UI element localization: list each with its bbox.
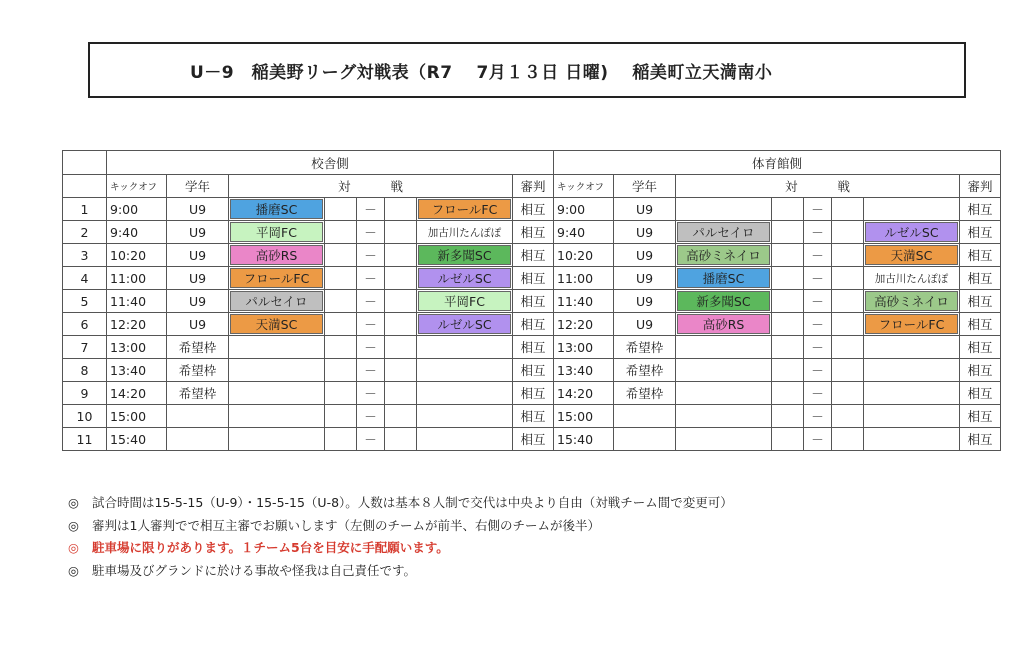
left-kickoff-time: 13:00	[107, 336, 167, 359]
left-blank-cell	[385, 244, 417, 267]
right-kickoff-time: 13:40	[554, 359, 614, 382]
right-home-team-cell	[676, 221, 772, 244]
right-grade: 希望枠	[614, 336, 676, 359]
right-grade: U9	[614, 244, 676, 267]
left-away-team: ルゼルSC	[418, 268, 511, 288]
right-home-team: 高砂ミネイロ	[677, 245, 770, 265]
right-referee: 相互	[960, 221, 1001, 244]
right-kickoff-time: 10:20	[554, 244, 614, 267]
left-vs-mark: －	[357, 405, 385, 428]
left-home-team-cell	[229, 359, 325, 382]
right-blank-cell	[832, 428, 864, 451]
left-blank-cell	[385, 359, 417, 382]
left-home-team-cell	[229, 198, 325, 221]
left-referee: 相互	[513, 359, 554, 382]
left-kickoff-time: 15:40	[107, 428, 167, 451]
left-grade: U9	[167, 313, 229, 336]
referee-header: 審判	[513, 175, 554, 198]
right-vs-mark: －	[804, 244, 832, 267]
left-blank-cell	[385, 267, 417, 290]
right-kickoff-time: 14:20	[554, 382, 614, 405]
left-grade	[167, 405, 229, 428]
match-header-b: 戦	[390, 179, 404, 194]
no-header-cell	[63, 175, 107, 198]
left-blank-cell	[325, 244, 357, 267]
table-row	[63, 198, 1001, 221]
right-kickoff-time: 9:00	[554, 198, 614, 221]
right-home-team-cell	[676, 244, 772, 267]
note-mark: ◎	[68, 495, 79, 510]
right-blank-cell	[772, 313, 804, 336]
left-vs-mark: －	[357, 267, 385, 290]
right-vs-mark: －	[804, 428, 832, 451]
right-referee: 相互	[960, 313, 1001, 336]
note-text: 試合時間は15-5-15（U-9）・15-5-15（U-8）。人数は基本８人制で交代は中央より自由（対戦チーム間で変更可）	[92, 495, 733, 510]
note-line	[68, 515, 733, 538]
table-row	[63, 313, 1001, 336]
left-grade: U9	[167, 198, 229, 221]
corner-cell	[63, 151, 107, 175]
left-home-team-cell	[229, 405, 325, 428]
left-side-header: 校舎側	[107, 151, 554, 175]
left-away-team: ルゼルSC	[418, 314, 511, 334]
left-away-team-cell	[417, 359, 513, 382]
left-home-team-cell	[229, 336, 325, 359]
right-kickoff-time: 11:00	[554, 267, 614, 290]
right-blank-cell	[832, 221, 864, 244]
row-number: 4	[63, 267, 107, 290]
left-away-team: 平岡FC	[418, 291, 511, 311]
referee-header: 審判	[960, 175, 1001, 198]
left-home-team-cell	[229, 290, 325, 313]
left-referee: 相互	[513, 267, 554, 290]
right-grade: 希望枠	[614, 359, 676, 382]
row-number: 9	[63, 382, 107, 405]
left-referee: 相互	[513, 336, 554, 359]
left-blank-cell	[325, 428, 357, 451]
left-home-team-cell	[229, 221, 325, 244]
left-referee: 相互	[513, 290, 554, 313]
right-blank-cell	[772, 405, 804, 428]
left-blank-cell	[325, 313, 357, 336]
left-blank-cell	[325, 221, 357, 244]
note-text: 駐車場及びグランドに於ける事故や怪我は自己責任です。	[92, 562, 417, 578]
left-home-team: 高砂RS	[230, 245, 323, 265]
right-vs-mark: －	[804, 336, 832, 359]
left-home-team: 播磨SC	[230, 199, 323, 219]
right-home-team-cell	[676, 428, 772, 451]
left-vs-mark: －	[357, 313, 385, 336]
left-blank-cell	[385, 221, 417, 244]
left-home-team: パルセイロ	[230, 291, 323, 311]
left-referee: 相互	[513, 382, 554, 405]
header-row-columns	[63, 175, 1001, 198]
row-number: 8	[63, 359, 107, 382]
right-home-team: 新多聞SC	[677, 291, 770, 311]
right-home-team-cell	[676, 290, 772, 313]
left-blank-cell	[385, 313, 417, 336]
right-home-team: 播磨SC	[677, 268, 770, 288]
row-number: 7	[63, 336, 107, 359]
left-blank-cell	[385, 382, 417, 405]
table-row	[63, 359, 1001, 382]
right-blank-cell	[832, 290, 864, 313]
right-blank-cell	[772, 336, 804, 359]
left-grade: 希望枠	[167, 359, 229, 382]
left-blank-cell	[385, 405, 417, 428]
right-vs-mark: －	[804, 221, 832, 244]
left-kickoff-time: 13:40	[107, 359, 167, 382]
right-away-team: フロールFC	[865, 314, 958, 334]
table-row	[63, 290, 1001, 313]
match-header-a: 対	[337, 179, 351, 194]
kickoff-header: キックオフ	[554, 175, 614, 198]
table-row	[63, 336, 1001, 359]
right-referee: 相互	[960, 382, 1001, 405]
left-grade: U9	[167, 290, 229, 313]
left-blank-cell	[325, 290, 357, 313]
row-number: 3	[63, 244, 107, 267]
left-vs-mark: －	[357, 221, 385, 244]
right-grade: U9	[614, 221, 676, 244]
left-kickoff-time: 9:40	[107, 221, 167, 244]
left-away-team-cell: 加古川たんぽぽ	[417, 221, 513, 244]
right-vs-mark: －	[804, 290, 832, 313]
left-home-team-cell	[229, 244, 325, 267]
left-vs-mark: －	[357, 336, 385, 359]
right-grade: U9	[614, 290, 676, 313]
right-vs-mark: －	[804, 359, 832, 382]
table-row	[63, 428, 1001, 451]
left-referee: 相互	[513, 244, 554, 267]
left-kickoff-time: 9:00	[107, 198, 167, 221]
left-kickoff-time: 12:20	[107, 313, 167, 336]
match-schedule-table	[62, 150, 1001, 451]
left-home-team-cell	[229, 313, 325, 336]
left-home-team: 天満SC	[230, 314, 323, 334]
right-blank-cell	[832, 267, 864, 290]
right-away-team-cell	[864, 198, 960, 221]
right-away-team-cell: 加古川たんぽぽ	[864, 267, 960, 290]
left-blank-cell	[325, 382, 357, 405]
right-home-team-cell	[676, 382, 772, 405]
right-away-team-cell	[864, 313, 960, 336]
left-kickoff-time: 15:00	[107, 405, 167, 428]
table-row	[63, 405, 1001, 428]
right-home-team-cell	[676, 405, 772, 428]
grade-header: 学年	[167, 175, 229, 198]
right-away-team-cell	[864, 359, 960, 382]
right-referee: 相互	[960, 359, 1001, 382]
right-kickoff-time: 11:40	[554, 290, 614, 313]
right-grade: 希望枠	[614, 382, 676, 405]
right-away-team-cell	[864, 290, 960, 313]
right-vs-mark: －	[804, 198, 832, 221]
left-grade: U9	[167, 267, 229, 290]
left-away-team-cell	[417, 428, 513, 451]
left-kickoff-time: 11:00	[107, 267, 167, 290]
left-home-team: フロールFC	[230, 268, 323, 288]
left-vs-mark: －	[357, 382, 385, 405]
right-referee: 相互	[960, 290, 1001, 313]
right-home-team: パルセイロ	[677, 222, 770, 242]
match-header	[229, 175, 513, 198]
left-away-team-cell	[417, 405, 513, 428]
left-away-team: フロールFC	[418, 199, 511, 219]
left-vs-mark: －	[357, 244, 385, 267]
left-grade: 希望枠	[167, 336, 229, 359]
right-home-team-cell	[676, 336, 772, 359]
right-grade: U9	[614, 267, 676, 290]
left-away-team-cell	[417, 267, 513, 290]
right-vs-mark: －	[804, 382, 832, 405]
right-grade: U9	[614, 313, 676, 336]
right-home-team-cell	[676, 359, 772, 382]
note-line	[68, 492, 733, 515]
right-vs-mark: －	[804, 405, 832, 428]
header-row-sides	[63, 151, 1001, 175]
left-home-team-cell	[229, 382, 325, 405]
right-grade	[614, 428, 676, 451]
right-blank-cell	[772, 198, 804, 221]
note-mark: ◎	[68, 517, 79, 533]
left-home-team: 平岡FC	[230, 222, 323, 242]
right-blank-cell	[832, 313, 864, 336]
right-away-team-cell	[864, 244, 960, 267]
right-home-team-cell	[676, 267, 772, 290]
note-line	[68, 560, 733, 583]
table-row	[63, 221, 1001, 244]
left-away-team-cell	[417, 244, 513, 267]
left-kickoff-time: 10:20	[107, 244, 167, 267]
left-kickoff-time: 11:40	[107, 290, 167, 313]
match-header	[676, 175, 960, 198]
note-mark: ◎	[68, 540, 79, 555]
left-home-team-cell	[229, 267, 325, 290]
right-blank-cell	[772, 221, 804, 244]
left-referee: 相互	[513, 198, 554, 221]
notes	[68, 492, 733, 582]
left-grade: U9	[167, 221, 229, 244]
right-referee: 相互	[960, 198, 1001, 221]
right-blank-cell	[772, 359, 804, 382]
table-row	[63, 244, 1001, 267]
left-blank-cell	[385, 290, 417, 313]
right-referee: 相互	[960, 267, 1001, 290]
row-number: 5	[63, 290, 107, 313]
note-mark: ◎	[68, 562, 79, 578]
left-blank-cell	[385, 198, 417, 221]
right-home-team-cell	[676, 313, 772, 336]
left-away-team: 新多聞SC	[418, 245, 511, 265]
table-row	[63, 382, 1001, 405]
right-away-team-cell	[864, 428, 960, 451]
right-vs-mark: －	[804, 267, 832, 290]
left-vs-mark: －	[357, 359, 385, 382]
right-away-team-cell	[864, 382, 960, 405]
row-number: 10	[63, 405, 107, 428]
row-number: 2	[63, 221, 107, 244]
right-away-team: 高砂ミネイロ	[865, 291, 958, 311]
right-blank-cell	[832, 244, 864, 267]
kickoff-header: キックオフ	[107, 175, 167, 198]
note-text: 駐車場に限りがあります。１チーム5台を目安に手配願います。	[92, 540, 449, 555]
right-home-team-cell	[676, 198, 772, 221]
left-blank-cell	[325, 198, 357, 221]
left-referee: 相互	[513, 313, 554, 336]
left-blank-cell	[385, 336, 417, 359]
match-header-b: 戦	[837, 179, 851, 194]
right-kickoff-time: 15:40	[554, 428, 614, 451]
right-away-team-cell	[864, 221, 960, 244]
right-blank-cell	[832, 405, 864, 428]
right-referee: 相互	[960, 336, 1001, 359]
right-blank-cell	[772, 382, 804, 405]
right-away-team-cell	[864, 336, 960, 359]
right-blank-cell	[832, 359, 864, 382]
right-away-team: 天満SC	[865, 245, 958, 265]
left-grade	[167, 428, 229, 451]
left-away-team-cell	[417, 198, 513, 221]
left-referee: 相互	[513, 405, 554, 428]
right-home-team: 高砂RS	[677, 314, 770, 334]
right-away-team: ルゼルSC	[865, 222, 958, 242]
left-referee: 相互	[513, 428, 554, 451]
table-row	[63, 267, 1001, 290]
right-blank-cell	[832, 382, 864, 405]
right-blank-cell	[772, 428, 804, 451]
row-number: 11	[63, 428, 107, 451]
left-away-team-cell	[417, 382, 513, 405]
left-blank-cell	[325, 267, 357, 290]
note-text: 審判は1人審判でで相互主審でお願いします（左側のチームが前半、右側のチームが後半）	[92, 517, 600, 533]
left-referee: 相互	[513, 221, 554, 244]
note-line	[68, 537, 733, 560]
left-grade: 希望枠	[167, 382, 229, 405]
row-number: 6	[63, 313, 107, 336]
right-blank-cell	[772, 244, 804, 267]
left-away-team-cell	[417, 290, 513, 313]
left-home-team-cell	[229, 428, 325, 451]
right-blank-cell	[772, 290, 804, 313]
left-vs-mark: －	[357, 198, 385, 221]
left-blank-cell	[325, 405, 357, 428]
title-box	[88, 42, 966, 98]
right-blank-cell	[772, 267, 804, 290]
left-blank-cell	[325, 359, 357, 382]
left-blank-cell	[385, 428, 417, 451]
left-kickoff-time: 14:20	[107, 382, 167, 405]
right-away-team-cell	[864, 405, 960, 428]
right-kickoff-time: 12:20	[554, 313, 614, 336]
right-referee: 相互	[960, 405, 1001, 428]
right-kickoff-time: 13:00	[554, 336, 614, 359]
left-away-team-cell	[417, 313, 513, 336]
right-blank-cell	[832, 336, 864, 359]
right-blank-cell	[832, 198, 864, 221]
left-blank-cell	[325, 336, 357, 359]
grade-header: 学年	[614, 175, 676, 198]
right-vs-mark: －	[804, 313, 832, 336]
right-referee: 相互	[960, 244, 1001, 267]
right-referee: 相互	[960, 428, 1001, 451]
right-grade	[614, 405, 676, 428]
right-grade: U9	[614, 198, 676, 221]
page-title: U－9 稲美野リーグ対戦表（R7 7月１３日 日曜) 稲美町立天満南小	[190, 62, 773, 83]
left-grade: U9	[167, 244, 229, 267]
row-number: 1	[63, 198, 107, 221]
left-away-team-cell	[417, 336, 513, 359]
right-kickoff-time: 15:00	[554, 405, 614, 428]
match-header-a: 対	[784, 179, 798, 194]
left-vs-mark: －	[357, 428, 385, 451]
left-vs-mark: －	[357, 290, 385, 313]
right-side-header: 体育館側	[554, 151, 1001, 175]
right-kickoff-time: 9:40	[554, 221, 614, 244]
